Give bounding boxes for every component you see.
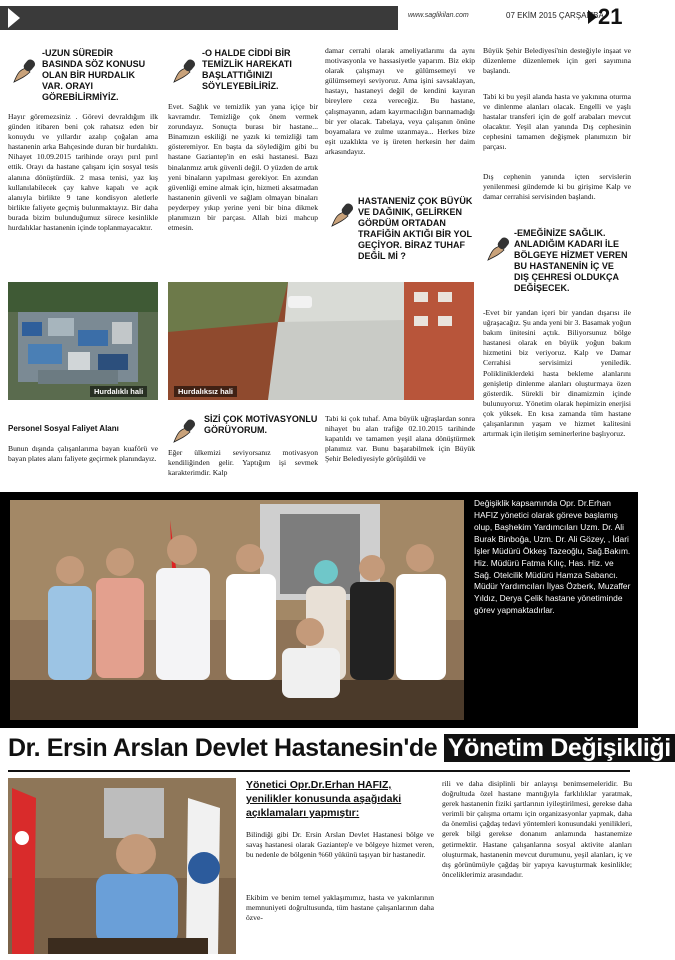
microphone-icon <box>12 54 38 84</box>
page-header <box>0 0 638 34</box>
quote-heading <box>246 779 434 821</box>
motivation-heading: SİZİ ÇOK MOTİVASYONLU GÖRÜYORUM. <box>204 414 318 435</box>
photo-caption: Hurdalıksız hali <box>174 386 237 397</box>
microphone-icon <box>172 54 198 84</box>
issue-date: 07 EKİM 2015 ÇARŞAMBA <box>506 11 604 20</box>
management-group-photo <box>10 500 464 720</box>
microphone-icon <box>330 198 356 228</box>
management-list: Değişiklik kapsamında Opr. Dr.Erhan HAFIZ yönetici olarak göreve başlamış olup, Başhekim Yardımcıları Uzm. Dr. Ali Burak Binboğa, Uzm. Dr. Ali Gözey, , İdari İşler Müdürü Ökkeş Tazeoğlu, Sağ.Bakım. Hiz. Müdürü Fatma Kılıç, Has. Hiz. ve Sağ. Otelcilik Müdürü Hamza Sabancı. Müdür Yardımcıları İlyas Özberk, Muzaffer Yıldız, Derya Çelik hastane yönetiminde görev yapmaktadırlar. <box>474 498 631 616</box>
photo-caption: Hurdalıklı hali <box>90 386 147 397</box>
site-url: www.saglikilan.com <box>408 12 469 19</box>
traffic-answer: Tabi ki çok tuhaf. Ama büyük uğraşlardan sonra nihayet bu alan trafiğe 02.10.2015 tarihinde kapatıldı ve tamamen yeşil alana dönüştürmek planımız var. Bunu başarabilmek için Büyük Şehir Belediyesiyle görüşüldü ve <box>325 414 475 464</box>
bottom-p3: rili ve daha disiplinli bir anlayışı benimsemeleridir. Bu doğrultuda özel hastane mantığıyla farklılıklar yaratmak, gerek hastanenin fiziki şartlarının iyileştirilmesi, gerekse daha verimli bir çalışma ortamı için organizasyonlar yapmak, daha da önemlisi çağdaş tedavi yöntemleri konusundaki yenilikleri, gerek bilgi gerekse donanım anlamında hastanemize getirmektir. Hastane çalışanlarına sosyal aktivite alanları oluşturmak, hastanenin mevcut durumunu, yeşil alanları, iç ve dış görünümüyle çağdaş bir yapıya kavuşturmak kesinlikle; önceliklerimiz arasındadır. <box>442 779 632 879</box>
col2-heading: -O HALDE CİDDİ BİR TEMİZLİK HAREKATI BAŞLATTIĞINIZI SÖYLEYEBİLİRİZ. <box>202 48 292 91</box>
col2-body: Evet. Sağlık ve temizlik yan yana içiçe bir kavramdır. Temizliğe çok önem vermek zorundayız. Sonuçta burası bir hastane... Binamızın eskiliği ne yazık ki temizliği tam gösteremiyor. En başta da söylediğim gibi bu hastane Gaziantep'in en eski hastanesi. Bazı binalanmız artık güvenli değil. O yüzden de artık yeni binaların yapılması gerekiyor. En azından güvenliği emine almak için, hizmeti aksatmadan hastanenin güvenli ve sağlam olmayan binaları peyderpey yıkıp yerine yeni bir bina dikmek planımızın bir parçası. Allah bizi mahcup etmesin. <box>168 102 318 233</box>
col4-exterior: Dış cephenin yanında içten servislerin yenilenmesi gündemde ki bu girişime Kalp ve damar cerrahisi servisinden başlandı. <box>483 172 631 202</box>
page-number: 21 <box>598 4 623 29</box>
microphone-icon <box>486 232 512 262</box>
manager-photo <box>8 778 236 954</box>
col4-body: -Evet bir yandan içeri bir yandan dışarısı ile uğraşacağız. Şu anda yeni bir 3. Basamak yoğun bakım ünitesini açtık. Biliyorsunuz bölge hastanesi olarak en büyük yoğun bakım hizmetini biz veriyoruz. Kalp ve Damar Cerrahisi servisimizi yeniledik. Polikliniklerdeki hasta bekleme alanlarını genişletip dinlenme alanları oluşturmaya özen gösterdik. Sürekli bir dinamizmin içinde bulunuyoruz. Yönetim olarak hepimizin enerjisi çok yüksek. En kısa zamanda tüm hastane çalışanlarının yaşam ve hizmet kalitesini artırmak için iletişim seminerlerine başlıyoruz. <box>483 308 631 439</box>
col4-heading: -EMEĞİNİZE SAĞLIK. ANLADIĞIM KADARI İLE BÖLGEYE HİZMET VEREN BU HASTANENİN İÇ VE DIŞ ÇEHRESİ OLDUKÇA DEĞİŞECEK. <box>514 228 628 293</box>
section-heading: Personel Sosyal Faliyet Alanı <box>8 424 119 433</box>
section-body: Bunun dışında çalışanlarıma bayan kuaförü ve bayan plates alanı faliyete geçirmek planındayız. <box>8 444 158 464</box>
header-bar <box>0 6 398 30</box>
col3-body: damar cerrahi olarak ameliyatlarımı da aynı motivasyonla ve hassasiyetle yaparım. Biz ekip olarak çalışmayı ve gülümsemeyi ve gülümsemeyi seviyoruz. Ama işini savsaklayan, hastayı, hastaneyi değil de kendini kayıran bireylere ceza vereceğiz. Bu hastane, çalışmayanın, adam kayırmacılığın barınamadığı bir yer olacak. Tabelaya, veya çalışanın önüne boyamalara ve zulme uzanmaya... Herkes bize eşit uzaklıkta ve iş üreten herkesin her daim arkasındayız. <box>325 46 475 156</box>
junkyard-before-photo <box>8 282 158 400</box>
motivation-body: Eğer ülkemizi seviyorsanız motivasyon kendiliğinden gelir. Yaptığım işi sevmek karakterimdir. Kalp <box>168 448 318 478</box>
title-part-2: Yönetim Değişikliği <box>444 734 675 762</box>
title-rule <box>8 770 630 772</box>
col4-intro: Büyük Şehir Belediyesi'nin desteğiyle inşaat ve düzenleme düzenlemek için geri sayımına başlandı. <box>483 46 631 76</box>
quote-heading-text: Yönetici Opr.Dr.Erhan HAFIZ, yenilikler konusunda aşağıdaki açıklamaları yapmıştır: <box>246 779 402 819</box>
title-part-1: Dr. Ersin Arslan Devlet Hastanesin'de <box>8 734 438 762</box>
arrow-icon <box>588 10 597 24</box>
article-title <box>8 734 675 763</box>
col4-greenspace: Tabi ki bu yeşil alanda hasta ve yakınına oturma ve dinlenme alanları olacak. Engelli ve yaşlı hastalar transferi için de golf arabaları mevcut olacaktır. Yeşil alan yanında Dış cephesinin cephesini tamamen değişmek planımızın bir parçası. <box>483 92 631 152</box>
col3-heading: HASTANENİZ ÇOK BÜYÜK VE DAĞINIK, GELİRKEN GÖRDÜM ORTADAN TRAFİĞİN AKTIĞI BİR YOL GEÇİYOR. BİRAZ TUHAF DEĞİL Mİ ? <box>358 196 473 261</box>
bottom-p2: Ekibim ve benim temel yaklaşımımız, hasta ve yakınlarının memnuniyeti doğrultusunda, tüm hastane çalışanlarının daha özve- <box>246 893 434 923</box>
chevron-right-icon <box>8 8 20 28</box>
bottom-p1: Bilindiği gibi Dr. Ersin Arslan Devlet Hastanesi bölge ve savaş hastanesi olarak Gaziantep'e ve bölgeye hizmet veren, bu nedenle de bölgenin %60 yükünü taşıyan bir hastanedir. <box>246 830 434 860</box>
microphone-icon <box>172 414 198 444</box>
junkyard-after-photo <box>168 282 474 400</box>
col1-body: Hayır göremezsiniz . Görevi devraldığım ilk günden itibaren beni çok rahatsız eden bir konuydu ve yıllardır azalıp çoğalan ama hastanenin arka Bahçesinde duran bir hurdalıktı. Nihayet 10.09.2015 tarihinde orayı pırıl pırıl ettik. Orayı da hastane çalışanı için sosyal tesis alanına dönüştürdük. 2 masa tenisi, yaz kış kullanılabilecek çay kahve kapalı ve açık alanıyla birlikte 9 tane kondisyon aletlerle birlikte faliyete geçmiş bulunmaktayız. Bir daha burada bizim bulunduğumuz sürece kesinlikle hurdalıklar hastanenin içinde toplanmayacaktır. <box>8 112 158 233</box>
col1-heading: -UZUN SÜREDİR BASINDA SÖZ KONUSU OLAN BİR HURDALIK VAR. ORAYI GÖREBİLİRMİYİZ. <box>42 48 146 102</box>
